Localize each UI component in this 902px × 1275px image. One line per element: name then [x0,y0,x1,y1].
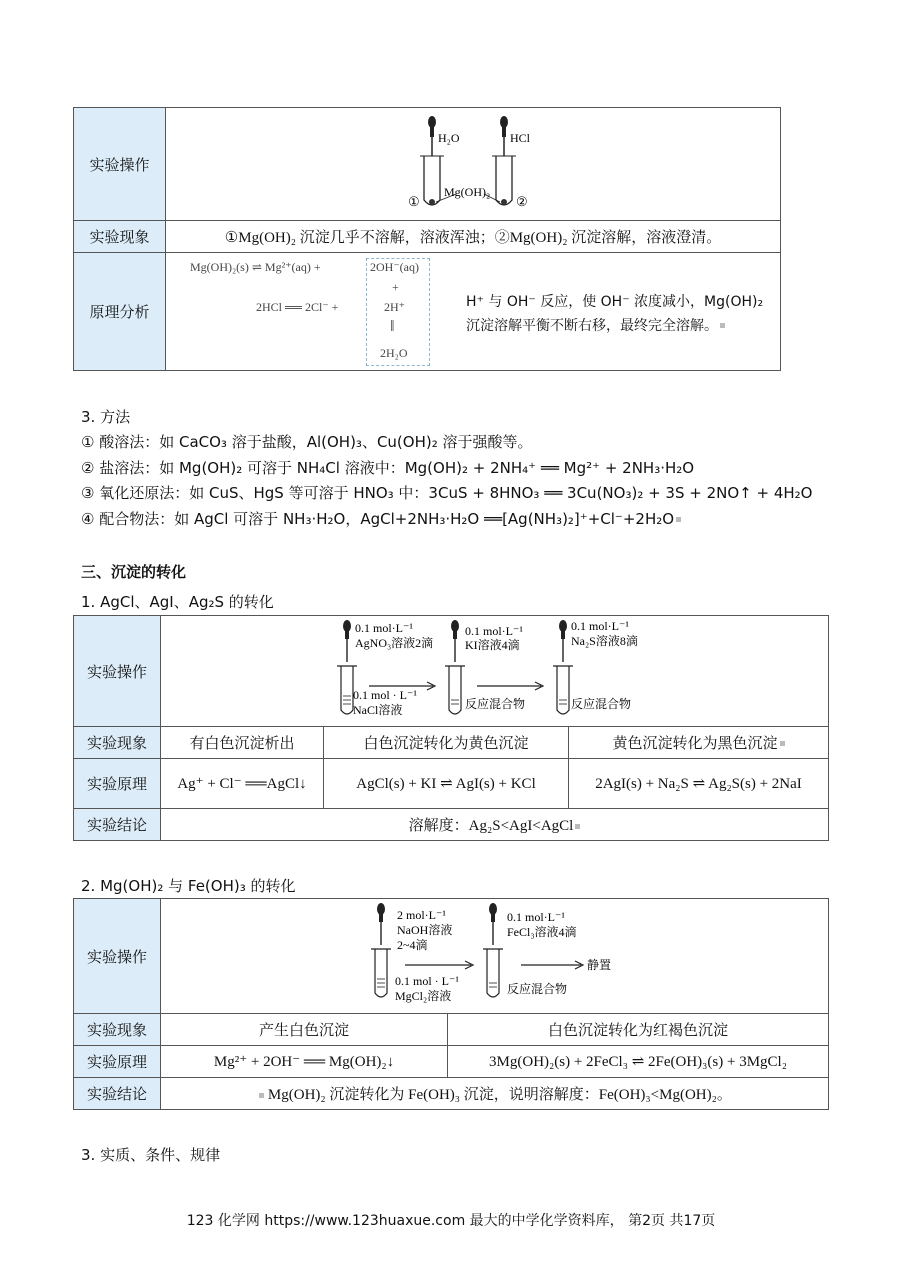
figure-cell [161,899,829,1014]
dropper-icon [428,116,436,156]
conclusion-text: 溶解度：Ag₂S<AgI<AgCl [161,809,829,841]
label-na2s: Na₂S溶液8滴 [571,634,638,648]
test-tube-icon [496,156,512,205]
section-heading: 三、沉淀的转化 [81,563,187,581]
table-mgoh2-dissolution [73,107,781,371]
method-1: ① 酸溶法：如 CaCO₃ 溶于盐酸，Al(OH)₃、Cu(OH)₂ 溶于强酸等。 [81,433,533,451]
label-mgcl2: MgCl₂溶液 [395,989,452,1003]
test-tube-icon [487,949,499,997]
test-tube-icon [375,949,387,997]
label-tube-2: ② [516,194,528,209]
row-label-conclusion: 实验结论 [74,1078,161,1110]
subsection-3-title: 3. 实质、条件、规律 [81,1146,221,1164]
method-4: ④ 配合物法：如 AgCl 可溶于 NH₃·H₂O，AgCl+2NH₃·H₂O ══[Ag(NH₃)₂]⁺+Cl⁻+2H₂O [81,508,681,529]
page-footer: 123 化学网 https://www.123huaxue.com 最大的中学化学资料库， 第2页 共17页 [186,1213,716,1229]
label-na2s-conc: 0.1 mol·L⁻¹ [571,619,629,633]
method-2: ② 盐溶法：如 Mg(OH)₂ 可溶于 NH₄Cl 溶液中：Mg(OH)₂ + 2NH₄⁺ ══ Mg²⁺ + 2NH₃·H₂O [81,459,695,477]
label-fecl3: FeCl₃溶液4滴 [507,925,577,939]
test-tube-icon [557,666,569,714]
principle-1: Ag⁺ + Cl⁻ ══AgCl↓ [161,759,324,809]
row-label-operation: 实验操作 [74,616,161,727]
label-nacl: NaCl溶液 [353,703,403,717]
methods-title: 3. 方法 [81,408,131,426]
arrow-icon [477,682,543,690]
equation-water: 2H₂O [380,345,408,360]
table-silver-conversion [73,615,829,841]
test-tube-icon [341,666,353,714]
iron-experiment-figure [161,899,827,1009]
row-label-principle: 实验原理 [74,759,161,809]
label-mixture: 反应混合物 [507,982,568,996]
equation-link: ‖ [390,317,395,335]
equation-dissolution: Mg(OH)₂(s) ⇌ Mg²⁺(aq) + [190,259,321,274]
conclusion-text: Mg(OH)₂ 沉淀转化为 Fe(OH)₃ 沉淀，说明溶解度：Fe(OH)₃<Mg(OH)₂。 [161,1078,829,1110]
label-naoh-conc: 2 mol·L⁻¹ [397,908,446,922]
figure-cell [166,108,781,221]
label-mixture-2: 反应混合物 [571,697,632,711]
label-mgcl2-conc: 0.1 mol · L⁻¹ [395,974,459,988]
label-mgoh2: Mg(OH)₂ [444,185,491,199]
label-ki: KI溶液4滴 [465,638,520,652]
label-standing: 静置 [587,958,612,972]
label-agno3-conc: 0.1 mol·L⁻¹ [355,621,413,635]
label-naoh: NaOH溶液 [397,923,453,937]
row-label-conclusion: 实验结论 [74,809,161,841]
figure-cell [161,616,829,727]
row-label-operation: 实验操作 [74,899,161,1014]
equation-h: 2H⁺ [384,299,405,314]
phenomenon-2: 白色沉淀转化为红褐色沉淀 [448,1014,829,1046]
phenomenon-2: 白色沉淀转化为黄色沉淀 [324,727,569,759]
phenomenon-3: 黄色沉淀转化为黑色沉淀 [569,727,829,759]
subsection-1-title: 1. AgCl、AgI、Ag₂S 的转化 [81,593,274,611]
row-label-principle: 实验原理 [74,1046,161,1078]
arrow-icon [521,961,583,969]
label-ki-conc: 0.1 mol·L⁻¹ [465,624,523,638]
equation-hcl: 2HCl ══ 2Cl⁻ + [256,299,339,314]
test-tube-figure [166,108,780,216]
label-agno3: AgNO₃溶液2滴 [355,636,434,650]
row-label-phenomenon: 实验现象 [74,221,166,253]
label-hcl: HCl [510,131,531,145]
label-nacl-conc: 0.1 mol · L⁻¹ [353,688,417,702]
subsection-2-title: 2. Mg(OH)₂ 与 Fe(OH)₃ 的转化 [81,877,296,895]
silver-experiment-figure [161,616,827,722]
table-mg-fe-conversion [73,898,829,1110]
phenomenon-1: 有白色沉淀析出 [161,727,324,759]
analysis-cell [166,253,781,371]
label-fecl3-conc: 0.1 mol·L⁻¹ [507,910,565,924]
principle-2: AgCl(s) + KI ⇌ AgI(s) + KCl [324,759,569,809]
row-label-operation: 实验操作 [74,108,166,221]
equation-oh: 2OH⁻(aq) [370,259,419,274]
label-h2o: H₂O [438,131,460,145]
row-label-phenomenon: 实验现象 [74,1014,161,1046]
analysis-text: H⁺ 与 OH⁻ 反应，使 OH⁻ 浓度减小，Mg(OH)₂ 沉淀溶解平衡不断右移，最终完全溶解。 [466,293,764,334]
principle-2: 3Mg(OH)₂(s) + 2FeCl₃ ⇌ 2Fe(OH)₃(s) + 3MgCl₂ [448,1046,829,1078]
principle-3: 2AgI(s) + Na₂S ⇌ Ag₂S(s) + 2NaI [569,759,829,809]
arrow-icon [405,961,473,969]
label-tube-1: ① [408,194,420,209]
principle-1: Mg²⁺ + 2OH⁻ ══ Mg(OH)₂↓ [161,1046,448,1078]
row-label-phenomenon: 实验现象 [74,727,161,759]
test-tube-icon [449,666,461,714]
label-mixture-1: 反应混合物 [465,697,526,711]
plus-sign: + [392,279,399,294]
phenomenon-1: 产生白色沉淀 [161,1014,448,1046]
dropper-icon [500,116,508,156]
row-label-analysis: 原理分析 [74,253,166,371]
phenomenon-text: ①Mg(OH)₂ 沉淀几乎不溶解，溶液浑浊；②Mg(OH)₂ 沉淀溶解，溶液澄清。 [166,221,781,253]
label-drops: 2~4滴 [397,938,428,952]
method-3: ③ 氧化还原法：如 CuS、HgS 等可溶于 HNO₃ 中：3CuS + 8HNO₃ ══ 3Cu(NO₃)₂ + 3S + 2NO↑ + 4H₂O [81,484,813,502]
test-tube-icon [424,156,440,205]
